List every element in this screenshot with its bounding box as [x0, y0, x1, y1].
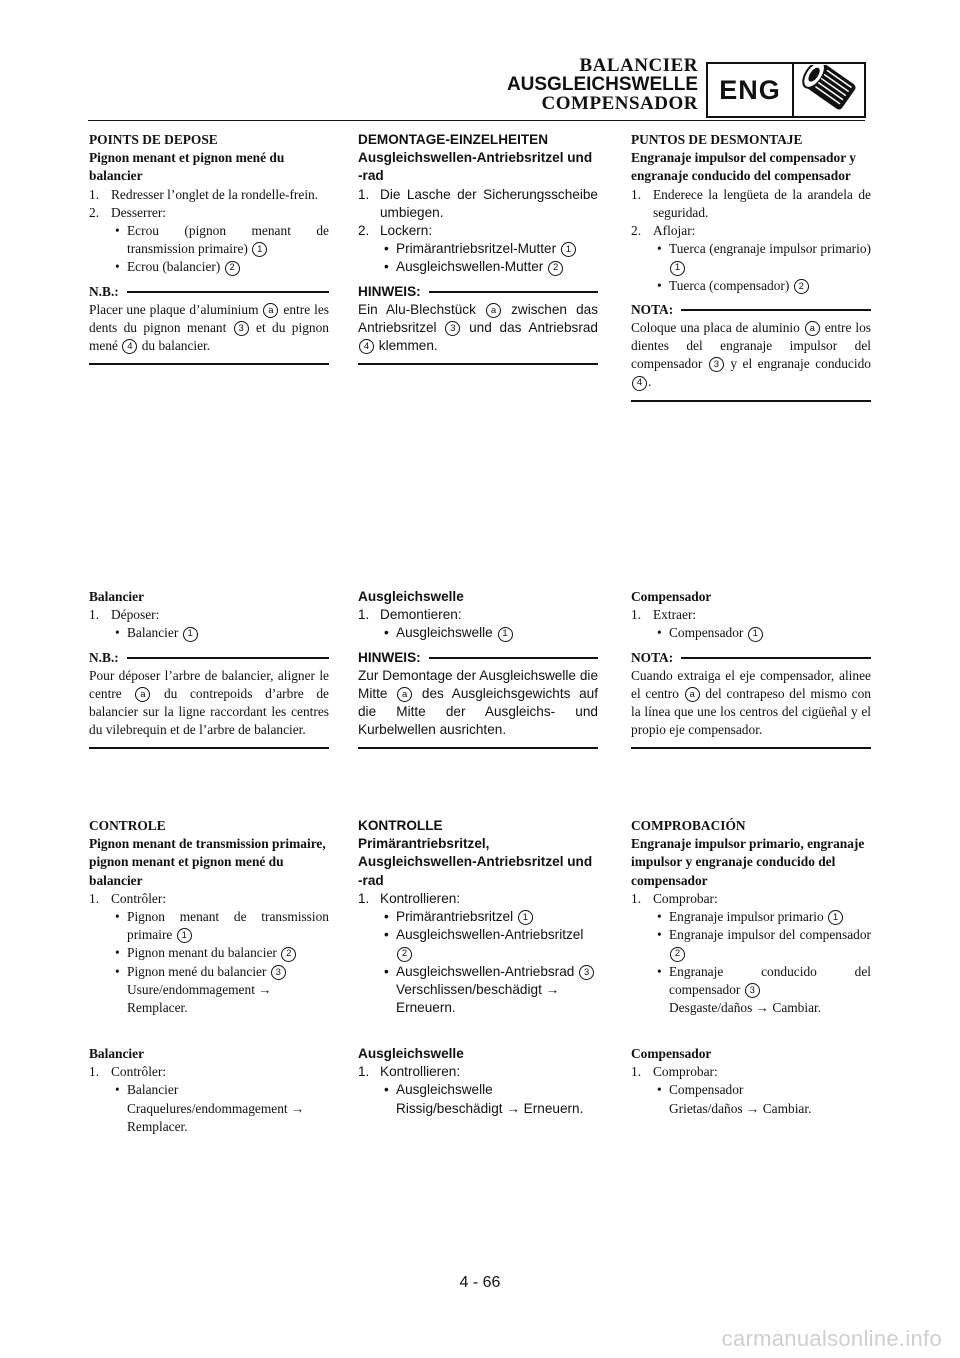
- list-item: • Balancier: [115, 1082, 179, 1098]
- list-item: • Compensador: [657, 1082, 744, 1098]
- note-label: N.B.:: [89, 649, 119, 665]
- heading: PUNTOS DE DESMONTAJE: [631, 132, 803, 147]
- heading: Ausgleichswelle: [358, 589, 464, 604]
- fr-removal-points: [89, 131, 329, 365]
- callout: 1: [561, 242, 576, 257]
- note-label: HINWEIS:: [358, 649, 421, 665]
- callout: 3: [579, 965, 594, 980]
- list-item: • Tuerca (engranaje impulsor primario) 1: [657, 240, 871, 276]
- list-item: • Engranaje impulsor primario 1: [657, 908, 871, 926]
- heading: POINTS DE DEPOSE: [89, 132, 218, 147]
- callout: 2: [670, 947, 685, 962]
- es-balancer-removal: [631, 588, 871, 749]
- fr-inspection: [89, 817, 329, 1017]
- eng-badge: [706, 62, 866, 118]
- result-text: Verschlissen/beschädigt → Erneuern.: [396, 981, 560, 1016]
- list-item: • Ausgleichswellen-Antriebsritzel 2: [384, 926, 598, 962]
- note-text: Cuando extraiga el eje compensador, alinee el centro a del contrapeso del mismo con la línea que une los centros del cigüeñal y el propio eje compensador.: [631, 667, 871, 738]
- es-removal-points: [631, 131, 871, 402]
- heading: Balancier: [89, 589, 145, 604]
- note-box: [89, 283, 329, 366]
- callout: 2: [281, 947, 296, 962]
- result-text: Grietas/daños → Cambiar.: [669, 1100, 812, 1116]
- badge-label: ENG: [708, 64, 794, 116]
- step: 2. Desserrer:: [89, 204, 167, 220]
- list-item: • Compensador 1: [657, 624, 871, 642]
- step: 1. Die Lasche der Sicherungsscheibe umbiegen.: [358, 186, 598, 220]
- step: 1. Contrôler:: [89, 1064, 167, 1080]
- step: 1. Demontieren:: [358, 607, 462, 623]
- title-fr: BALANCIER: [579, 55, 698, 76]
- fr-balancer-check: [89, 1045, 329, 1136]
- title-de: AUSGLEICHSWELLE: [506, 74, 698, 95]
- step: 1. Déposer:: [89, 607, 160, 623]
- title-es: COMPENSADOR: [541, 93, 698, 114]
- callout: 1: [518, 910, 533, 925]
- note-text: Pour déposer l’arbre de balancier, aligner le centre a du contrepoids d’arbre de balancier sur la ligne raccordant les centres du vilebrequin et de l’arbre de balancier.: [89, 667, 329, 738]
- callout: 3: [271, 965, 286, 980]
- subheading: Ausgleichswellen-Antriebsritzel und -rad: [358, 150, 593, 184]
- result-text: Desgaste/daños → Cambiar.: [669, 1000, 822, 1016]
- subheading: Engranaje impulsor primario, engranaje impulsor y engranaje conducido del compensador: [631, 836, 865, 888]
- list-item: • Primärantriebsritzel 1: [384, 908, 598, 926]
- list-item: • Ausgleichswellen-Antriebsrad 3: [384, 963, 598, 981]
- note-box: [631, 649, 871, 750]
- result-text: Rissig/beschädigt → Erneuern.: [396, 1100, 584, 1116]
- list-item: • Tuerca (compensador) 2: [657, 277, 871, 295]
- callout: 3: [745, 983, 760, 998]
- result-text: Usure/endommagement → Remplacer.: [127, 981, 272, 1016]
- heading: Compensador: [631, 589, 712, 604]
- note-box: [358, 649, 598, 750]
- list-item: • Ausgleichswellen-Mutter 2: [384, 258, 598, 276]
- list-item: • Pignon menant du balancier 2: [115, 944, 329, 962]
- heading: Compensador: [631, 1046, 712, 1061]
- step: 2. Aflojar:: [631, 223, 696, 239]
- list-item: • Engranaje conducido del compensador 3: [657, 963, 871, 997]
- subheading: Primärantriebsritzel, Ausgleichswellen-Antriebsritzel und -rad: [358, 836, 593, 888]
- callout: 1: [748, 627, 763, 642]
- heading: DEMONTAGE-EINZELHEITEN: [358, 132, 549, 147]
- step: 1. Kontrollieren:: [358, 890, 461, 906]
- fr-balancer-removal: [89, 588, 329, 749]
- subheading: Pignon menant et pignon mené du balancier: [89, 150, 285, 184]
- callout: 1: [252, 242, 267, 257]
- list-item: • Pignon mené du balancier 3: [115, 963, 329, 981]
- step: 1. Kontrollieren:: [358, 1064, 461, 1080]
- callout: 1: [828, 910, 843, 925]
- de-inspection: [358, 817, 598, 1017]
- de-balancer-check: [358, 1045, 598, 1118]
- step: 1. Comprobar:: [631, 1064, 718, 1080]
- subheading: Engranaje impulsor del compensador y engranaje conducido del compensador: [631, 150, 856, 184]
- note-text: Ein Alu-Blechstück a zwischen das Antriebsritzel 3 und das Antriebsrad 4 klemmen.: [358, 301, 598, 354]
- step: 1. Enderece la lengüeta de la arandela de seguridad.: [631, 186, 871, 220]
- note-box: [358, 283, 598, 366]
- callout: 1: [498, 627, 513, 642]
- header-rule: [88, 120, 865, 121]
- callout: 2: [397, 947, 412, 962]
- step: 1. Comprobar:: [631, 890, 718, 906]
- list-item: • Pignon menant de transmission primaire 1: [115, 909, 329, 943]
- note-label: NOTA:: [631, 649, 674, 665]
- callout: 2: [225, 261, 240, 276]
- subheading: Pignon menant de transmission primaire, pignon menant et pignon mené du balancier: [89, 836, 326, 888]
- heading: Ausgleichswelle: [358, 1046, 464, 1061]
- list-item: • Ausgleichswelle: [384, 1082, 493, 1098]
- note-label: N.B.:: [89, 283, 119, 299]
- callout: 2: [548, 261, 563, 276]
- de-balancer-removal: [358, 588, 598, 749]
- callout: 1: [177, 928, 192, 943]
- page-number: 4 - 66: [459, 1274, 501, 1291]
- engine-cylinder-icon: [794, 64, 864, 116]
- heading: KONTROLLE: [358, 818, 443, 833]
- callout: 1: [670, 261, 685, 276]
- heading: CONTROLE: [89, 818, 166, 833]
- list-item: • Ecrou (pignon menant de transmission primaire) 1: [115, 223, 329, 257]
- step: 1. Contrôler:: [89, 890, 167, 906]
- list-item: • Primärantriebsritzel-Mutter 1: [384, 240, 598, 258]
- note-text: Zur Demontage der Ausgleichswelle die Mitte a des Ausgleichsgewichts auf die Mitte der Ausgleichs- und Kurbelwellen ausrichten.: [358, 667, 599, 738]
- note-box: [631, 301, 871, 402]
- callout: 2: [794, 279, 809, 294]
- note-box: [89, 649, 329, 750]
- note-text: Placer une plaque d’aluminium a entre les dents du pignon menant 3 et du pignon mené 4 du balancier.: [89, 301, 329, 354]
- note-label: NOTA:: [631, 301, 674, 317]
- heading: Balancier: [89, 1046, 145, 1061]
- list-item: • Ausgleichswelle 1: [384, 624, 598, 642]
- es-inspection: [631, 817, 871, 1017]
- step: 1. Redresser l’onglet de la rondelle-frein.: [89, 186, 319, 202]
- list-item: • Balancier 1: [115, 624, 329, 642]
- result-text: Craquelures/endommagement → Remplacer.: [127, 1100, 305, 1134]
- step: 2. Lockern:: [358, 223, 433, 239]
- note-label: HINWEIS:: [358, 283, 421, 299]
- callout: 1: [183, 627, 198, 642]
- note-text: Coloque una placa de aluminio a entre los dientes del engranaje impulsor del compensador 3 y el engranaje conducido 4 .: [631, 319, 871, 390]
- es-balancer-check: [631, 1045, 871, 1118]
- de-removal-points: [358, 131, 598, 365]
- section-title: [507, 56, 698, 113]
- heading: COMPROBACIÓN: [631, 818, 746, 833]
- list-item: • Ecrou (balancier) 2: [115, 258, 329, 276]
- list-item: • Engranaje impulsor del compensador 2: [657, 926, 871, 962]
- step: 1. Extraer:: [631, 607, 697, 623]
- watermark: carmanualsonline.info: [721, 1326, 942, 1351]
